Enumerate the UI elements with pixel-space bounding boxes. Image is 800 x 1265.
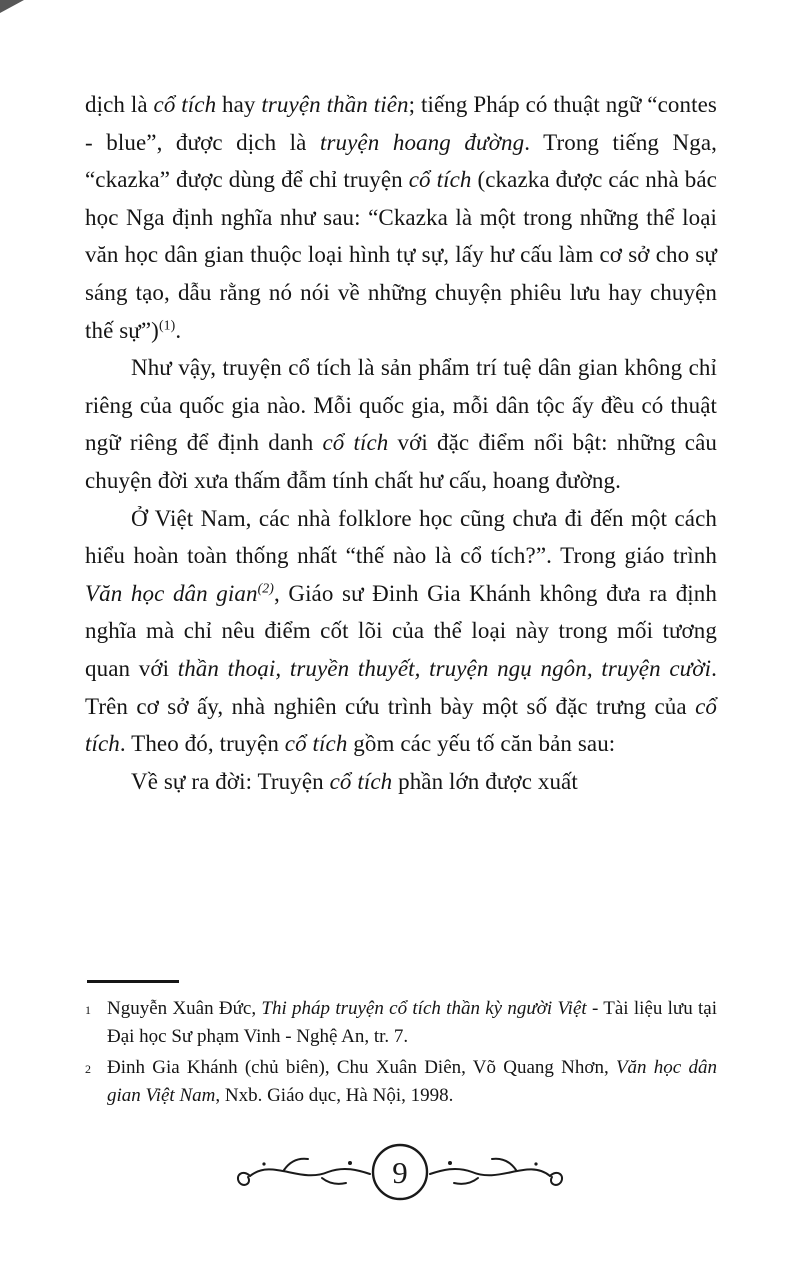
text-run: Ở Việt Nam, các nhà folklore học cũng chưa đi đến một cách hiểu hoàn toàn thống nhất “thế nào là cổ tích?”. Trong giáo trình bbox=[85, 505, 717, 569]
text-run: gồm các yếu tố căn bản sau: bbox=[347, 731, 616, 757]
footnote bbox=[85, 1054, 717, 1109]
italic-run: cổ tích bbox=[284, 731, 348, 757]
italic-run: Thi pháp truyện cổ tích thần kỳ người Việt bbox=[261, 998, 587, 1019]
left-flourish-icon bbox=[238, 1159, 370, 1185]
text-run: ; tiếng Pháp có thuật ngữ “contes - blue”, được dịch là bbox=[85, 92, 717, 155]
footnote-text bbox=[107, 995, 717, 1050]
text-run: . Theo đó, truyện bbox=[119, 731, 285, 757]
text-run: Về sự ra đời: Truyện bbox=[131, 768, 330, 794]
text-run: . Trong tiếng Nga, “ckazka” được dùng để chỉ truyện bbox=[85, 129, 717, 193]
italic-run: cổ tích bbox=[408, 167, 472, 193]
text-run: với đặc điểm nổi bật: những câu chuyện đời xưa thấm đẫm tính chất hư cấu, hoang đường. bbox=[85, 430, 718, 493]
italic-run: cổ tích bbox=[153, 92, 217, 117]
italic-run: cổ tích bbox=[322, 430, 389, 456]
footnote bbox=[85, 995, 717, 1050]
text-run: Nguyễn Xuân Đức, bbox=[107, 998, 262, 1019]
italic-run: cổ tích bbox=[85, 693, 717, 757]
italic-run: cổ tích bbox=[329, 768, 393, 794]
paragraph bbox=[85, 500, 717, 763]
paragraph bbox=[85, 763, 717, 801]
italic-run: Văn học dân gian Việt Nam bbox=[107, 1057, 717, 1106]
text-run: (ckazka được các nhà bác học Nga định nghĩa như sau: “Ckazka là một trong những thể loại văn học dân gian thuộc loại hình tự sự, lấy hư cấu làm cơ sở cho sự sáng tạo, dẫu rằng nó nói về những chuyện phiêu lưu hay chuyện thế sự”) bbox=[85, 167, 717, 343]
text-run: hay bbox=[216, 92, 262, 117]
paragraph bbox=[85, 86, 717, 349]
right-flourish-icon bbox=[430, 1159, 562, 1185]
footnote-marker: 2 bbox=[85, 1062, 91, 1076]
italic-run: Văn học dân gian bbox=[85, 580, 258, 606]
text-run: Như vậy, truyện cổ tích là sản phẩm trí tuệ dân gian không chỉ riêng của quốc gia nào. Mỗi quốc gia, mỗi dân tộc ấy đều có thuật ngữ riêng để định danh bbox=[85, 355, 717, 456]
text-run: , Giáo sư Đinh Gia Khánh không đưa ra định nghĩa mà chỉ nêu điểm cốt lõi của thể loại này trong mối tương quan với bbox=[85, 580, 717, 681]
footnote-ref: (1) bbox=[158, 316, 176, 332]
italic-run: truyện thần tiên bbox=[261, 92, 409, 117]
footnote-area bbox=[85, 980, 717, 1113]
text-run: - Tài liệu lưu tại Đại học Sư phạm Vinh - Nghệ An, tr. 7. bbox=[107, 998, 717, 1047]
text-run: dịch là bbox=[85, 92, 154, 117]
scan-corner-artifact bbox=[0, 0, 24, 13]
text-run: . Trên cơ sở ấy, nhà nghiên cứu trình bày một số đặc trưng của bbox=[85, 655, 717, 719]
footnotes bbox=[85, 995, 717, 1109]
footnote-text bbox=[107, 1054, 717, 1109]
text-run: Đinh Gia Khánh (chủ biên), Chu Xuân Diên, Võ Quang Nhơn, bbox=[107, 1057, 616, 1078]
page-number: 9 bbox=[392, 1155, 408, 1190]
page-number-ornament bbox=[230, 1130, 570, 1206]
text-run: , Nxb. Giáo dục, Hà Nội, 1998. bbox=[215, 1084, 454, 1106]
footnote-separator bbox=[87, 980, 179, 983]
footnote-marker: 1 bbox=[85, 1003, 91, 1017]
footnote-ref: (2) bbox=[257, 580, 274, 596]
italic-run: thần thoại, truyền thuyết, truyện ngụ ngôn, truyện cười bbox=[177, 655, 712, 681]
paragraph bbox=[85, 349, 717, 499]
text-run: phần lớn được xuất bbox=[392, 768, 578, 794]
body-text bbox=[85, 86, 717, 800]
text-run: . bbox=[175, 317, 182, 343]
italic-run: truyện hoang đường bbox=[319, 129, 525, 155]
